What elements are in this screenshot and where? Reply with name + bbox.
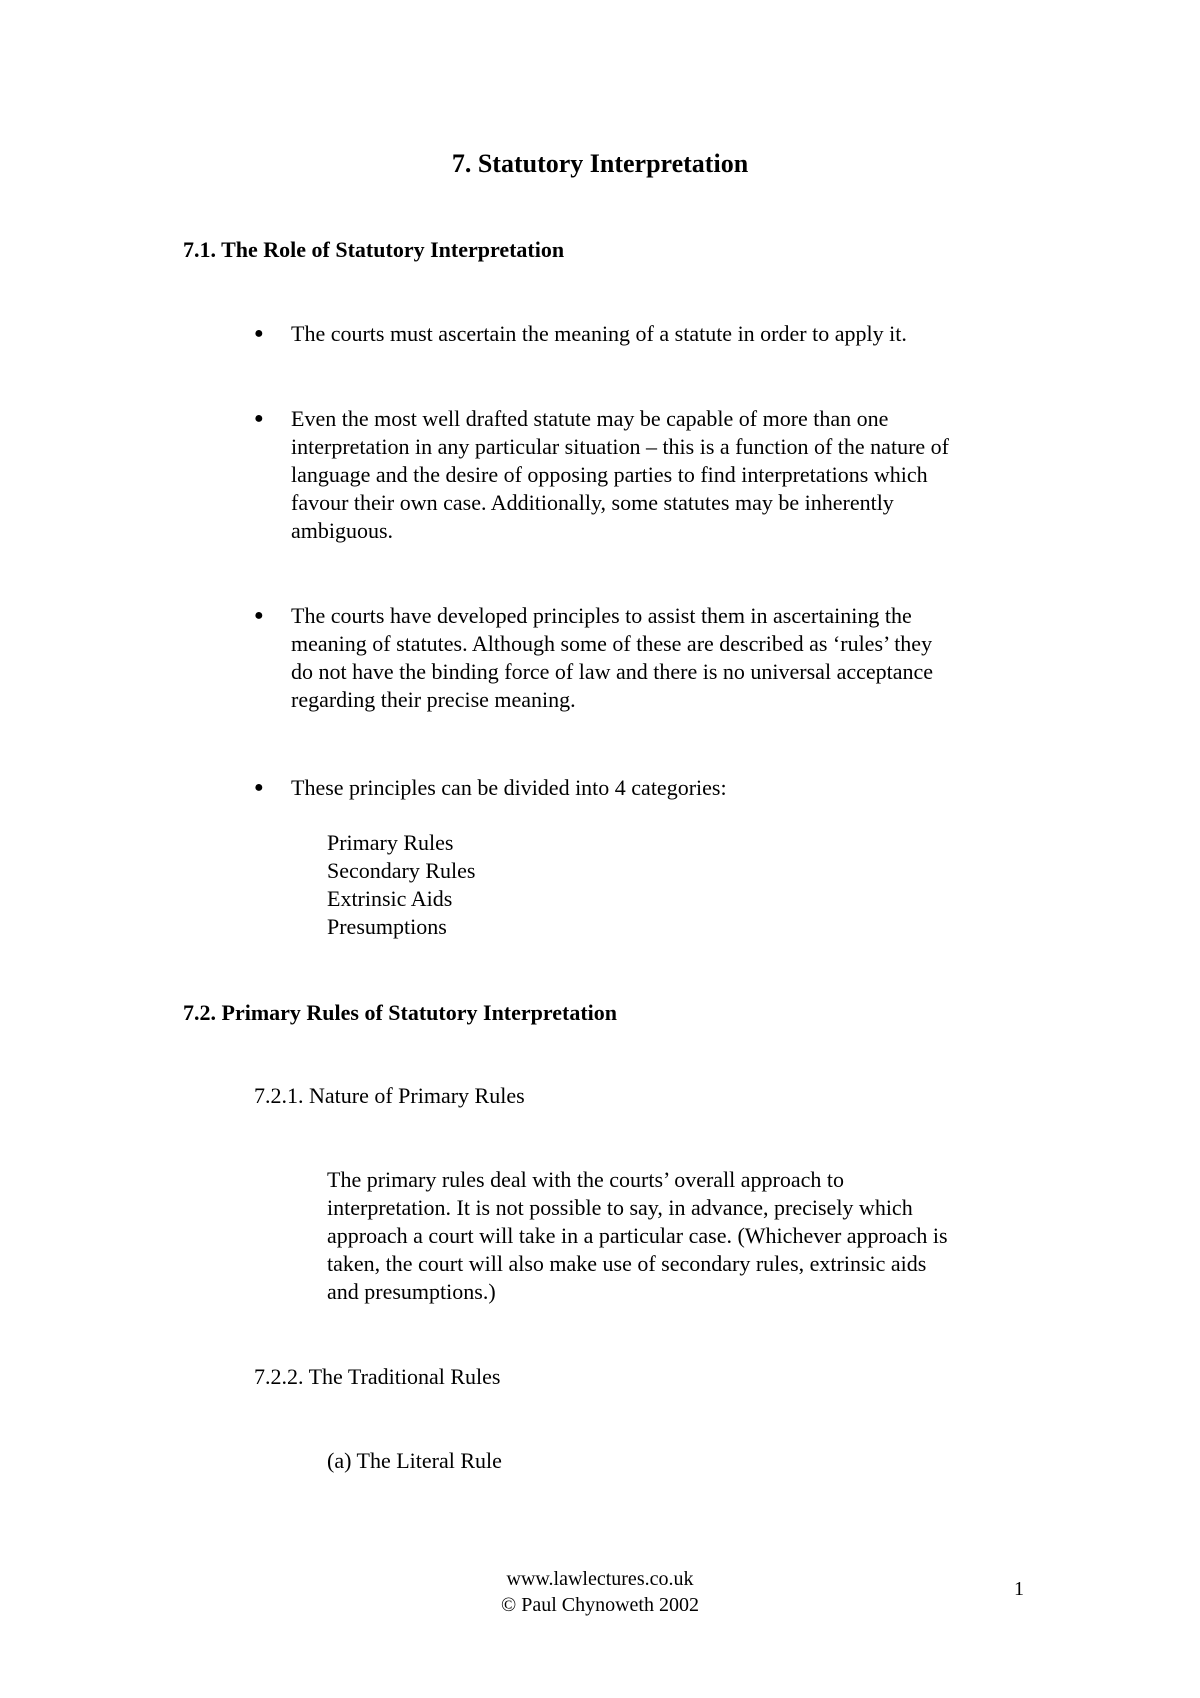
category-item: Presumptions (327, 914, 447, 939)
page-title: 7. Statutory Interpretation (451, 149, 749, 178)
category-item: Extrinsic Aids (327, 886, 453, 911)
bullet-text-2: Even the most well drafted statute may be capable of more than one interpretation in any particular situation – this is a function of the nature of language and the desire of opposing parties to find interpretations which favour their own case. Additionally, some statutes may be inherently ambiguous. (291, 406, 949, 543)
section-heading-7-1: 7.1. The Role of Statutory Interpretation (183, 237, 565, 262)
section-heading-7-2: 7.2. Primary Rules of Statutory Interpretation (183, 1000, 618, 1025)
category-list (327, 829, 475, 941)
subsection-heading-7-2-2: 7.2.2. The Traditional Rules (254, 1364, 501, 1389)
page-number: 1 (1014, 1578, 1024, 1600)
bullet-icon: ● (254, 410, 264, 427)
item-literal-rule: (a) The Literal Rule (327, 1448, 502, 1473)
bullet-text-3: The courts have developed principles to assist them in ascertaining the meaning of statutes. Although some of these are described as ‘rules’ they do not have the binding force of law and there is no universal acceptance regarding their precise meaning. (291, 603, 934, 712)
paragraph-nature-of-primary-rules: The primary rules deal with the courts’ overall approach to interpretation. It is not possible to say, in advance, precisely which approach a court will take in a particular case. (Whichever approach is taken, the court will also make use of secondary rules, extrinsic aids and presumptions.) (327, 1167, 948, 1304)
subsection-heading-7-2-1: 7.2.1. Nature of Primary Rules (254, 1083, 525, 1108)
bullet-icon: ● (254, 325, 264, 342)
category-item: Secondary Rules (327, 858, 476, 883)
category-item: Primary Rules (327, 830, 454, 855)
footer-copyright: © Paul Chynoweth 2002 (501, 1594, 699, 1616)
bullet-icon: ● (254, 607, 264, 624)
bullet-text-1: The courts must ascertain the meaning of a statute in order to apply it. (291, 321, 907, 346)
bullet-icon: ● (254, 779, 264, 796)
footer-website: www.lawlectures.co.uk (506, 1568, 694, 1590)
bullet-text-4: These principles can be divided into 4 categories: (291, 775, 727, 800)
